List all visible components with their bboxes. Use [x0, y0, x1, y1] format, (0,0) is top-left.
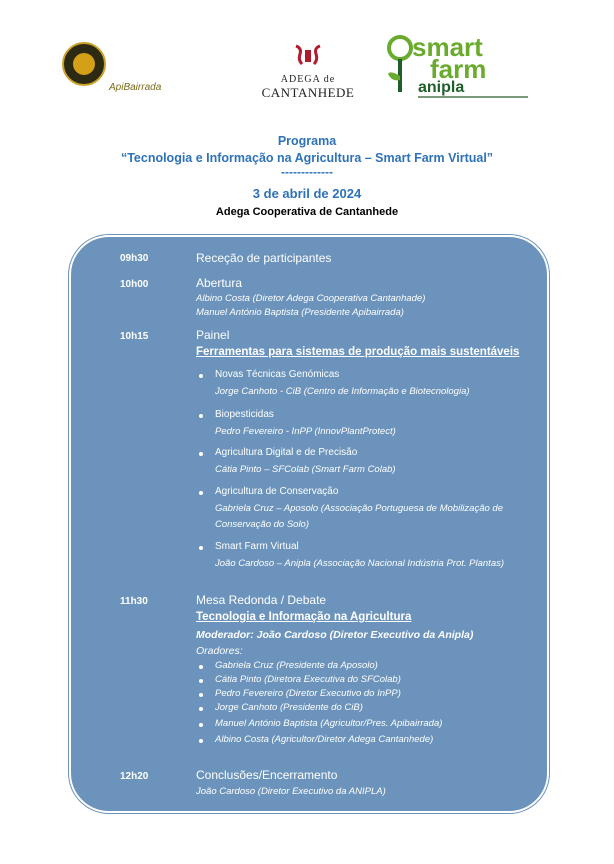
session-panel-title: Painel: [196, 328, 230, 342]
bullet-icon: [199, 723, 203, 727]
closing-speaker: João Cardoso (Diretor Executivo da ANIPLA): [196, 786, 386, 797]
apibairrada-logo: [62, 42, 242, 102]
smart-farm-anipla-logo: [386, 32, 536, 104]
bullet-icon: [199, 693, 203, 697]
panel-theme: Ferramentas para sistemas de produção mais sustentáveis: [196, 346, 520, 358]
smart-logo-word3: anipla: [418, 79, 465, 96]
panel-topic-4-title: Agricultura de Conservação: [215, 486, 339, 497]
bullet-icon: [199, 665, 203, 669]
bee-emblem-icon: [62, 42, 106, 86]
debate-speaker-6: Albino Costa (Agricultor/Diretor Adega Cantanhede): [215, 734, 434, 745]
panel-topic-1-speaker: Jorge Canhoto - CiB (Centro de Informação e Biotecnologia): [215, 386, 470, 397]
smart-logo-word1: smart: [412, 32, 483, 62]
opening-speaker-2: Manuel António Baptista (Presidente Apibairrada): [196, 307, 404, 318]
panel-topic-4-speaker-line1: Gabriela Cruz – Aposolo (Associação Portuguesa de Mobilização de: [215, 503, 503, 514]
bullet-icon: [199, 739, 203, 743]
bullet-icon: [199, 452, 203, 456]
debate-speakers-label: Oradores:: [196, 645, 243, 657]
event-title: “Tecnologia e Informação na Agricultura – Smart Farm Virtual”: [120, 151, 494, 165]
header-separator: -------------: [281, 165, 333, 179]
time-1000: 10h00: [120, 279, 149, 290]
debate-speaker-4: Jorge Canhoto (Presidente do CiB): [215, 702, 363, 713]
panel-topic-4-speaker-line2: Conservação do Solo): [215, 519, 309, 530]
time-1015: 10h15: [120, 331, 149, 342]
panel-topic-1-title: Novas Técnicas Genómicas: [215, 369, 340, 380]
bullet-icon: [199, 491, 203, 495]
bullet-icon: [199, 707, 203, 711]
debate-speaker-1: Gabriela Cruz (Presidente da Aposolo): [215, 660, 378, 671]
panel-topic-3-speaker: Cátia Pinto – SFColab (Smart Farm Colab): [215, 464, 396, 475]
session-debate-title: Mesa Redonda / Debate: [196, 593, 327, 607]
adega-logo-line1: ADEGA de: [280, 74, 336, 85]
debate-speaker-3: Pedro Fevereiro (Diretor Executivo do InPP): [215, 688, 401, 699]
smart-logo-word2: farm: [430, 54, 487, 84]
panel-topic-3-title: Agricultura Digital e de Precisão: [215, 447, 358, 458]
bullet-icon: [199, 374, 203, 378]
bullet-icon: [199, 679, 203, 683]
schedule-panel: [69, 235, 549, 813]
debate-theme: Tecnologia e Informação na Agricultura: [196, 611, 412, 623]
time-1220: 12h20: [120, 771, 149, 782]
apibairrada-logo-text: ApiBairrada: [109, 82, 162, 93]
seahorse-emblem-icon: [238, 44, 378, 70]
session-opening-title: Abertura: [196, 276, 243, 290]
debate-speaker-2: Cátia Pinto (Diretora Executiva do SFColab): [215, 674, 401, 685]
adega-cantanhede-logo: [238, 44, 378, 104]
opening-speaker-1: Albino Costa (Diretor Adega Cooperativa Cantanhade): [196, 293, 426, 304]
bullet-icon: [199, 414, 203, 418]
panel-topic-5-speaker: João Cardoso – Anipla (Associação Nacional Indústria Prot. Plantas): [215, 558, 505, 569]
panel-topic-2-title: Biopesticidas: [215, 409, 274, 420]
debate-moderator: Moderador: João Cardoso (Diretor Executivo da Anipla): [196, 629, 474, 641]
panel-topic-2-speaker: Pedro Fevereiro - InPP (InnovPlantProtect): [215, 426, 396, 437]
adega-logo-line2: CANTANHEDE: [261, 85, 355, 100]
debate-speaker-5: Manuel António Baptista (Agricultor/Pres. Apibairrada): [215, 718, 443, 729]
panel-topic-5-title: Smart Farm Virtual: [215, 541, 299, 552]
time-1130: 11h30: [120, 596, 148, 607]
event-venue: Adega Cooperativa de Cantanhede: [215, 206, 399, 218]
program-heading: Programa: [277, 134, 337, 148]
time-0930: 09h30: [120, 253, 149, 264]
smart-logo-tagline-bar: [418, 96, 528, 98]
session-closing-title: Conclusões/Encerramento: [196, 768, 338, 782]
bullet-icon: [199, 546, 203, 550]
session-reception-title: Receção de participantes: [196, 251, 332, 265]
event-date: 3 de abril de 2024: [252, 186, 362, 201]
